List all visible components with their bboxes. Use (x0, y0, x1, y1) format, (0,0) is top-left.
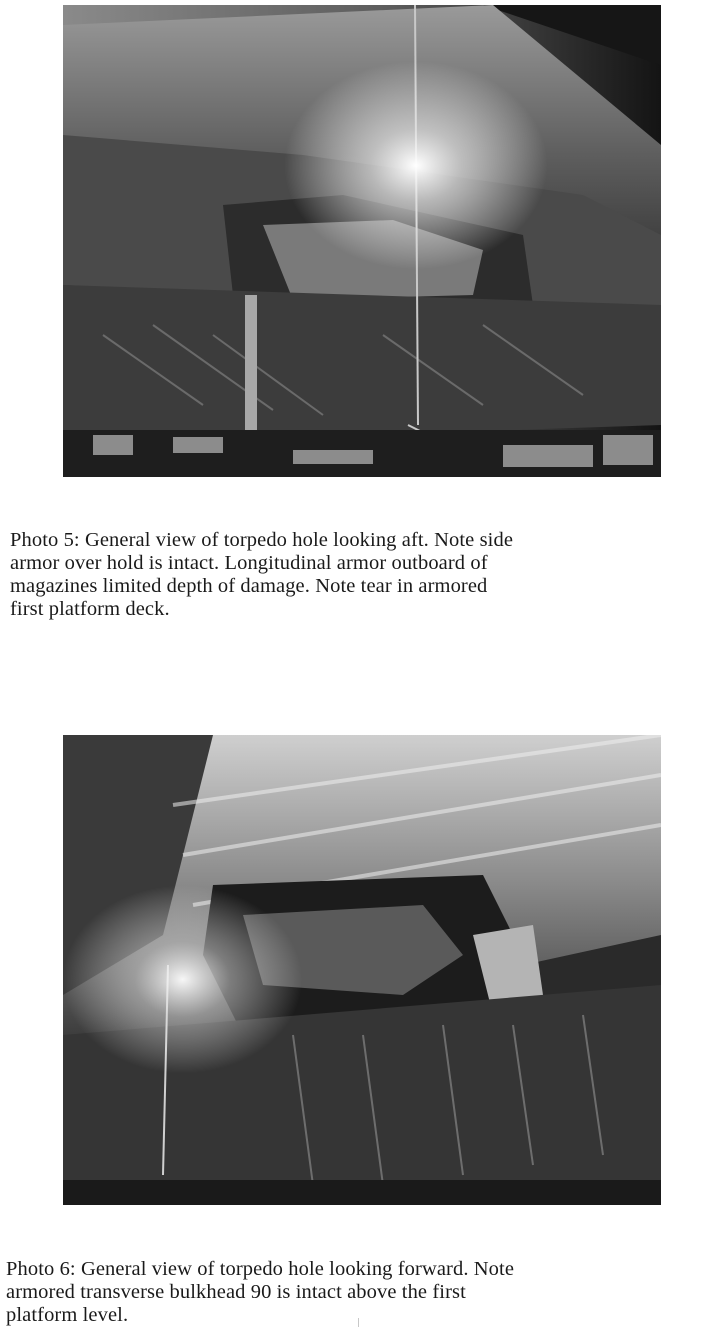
photo-5-image (63, 5, 661, 477)
photo-6-caption-line: Photo 6: General view of torpedo hole looking forward. Note (6, 1258, 515, 1280)
photo-5-torpedo-hole-aft (63, 5, 661, 477)
photo-6-caption-line: armored transverse bulkhead 90 is intact above the first (6, 1281, 466, 1303)
scan-speck (358, 1318, 359, 1327)
photo-6-torpedo-hole-forward (63, 735, 661, 1205)
photo-6-caption-line: platform level. (6, 1304, 129, 1326)
photo-5-caption-line: Photo 5: General view of torpedo hole looking aft. Note side (10, 529, 514, 551)
photo-5-caption (10, 529, 715, 621)
photo-5-caption-line: magazines limited depth of damage. Note tear in armored (10, 575, 488, 597)
photo-6-image (63, 735, 661, 1205)
photo-6-caption (6, 1258, 711, 1327)
photo-5-caption-line: first platform deck. (10, 598, 170, 620)
photo-5-caption-line: armor over hold is intact. Longitudinal armor outboard of (10, 552, 488, 574)
